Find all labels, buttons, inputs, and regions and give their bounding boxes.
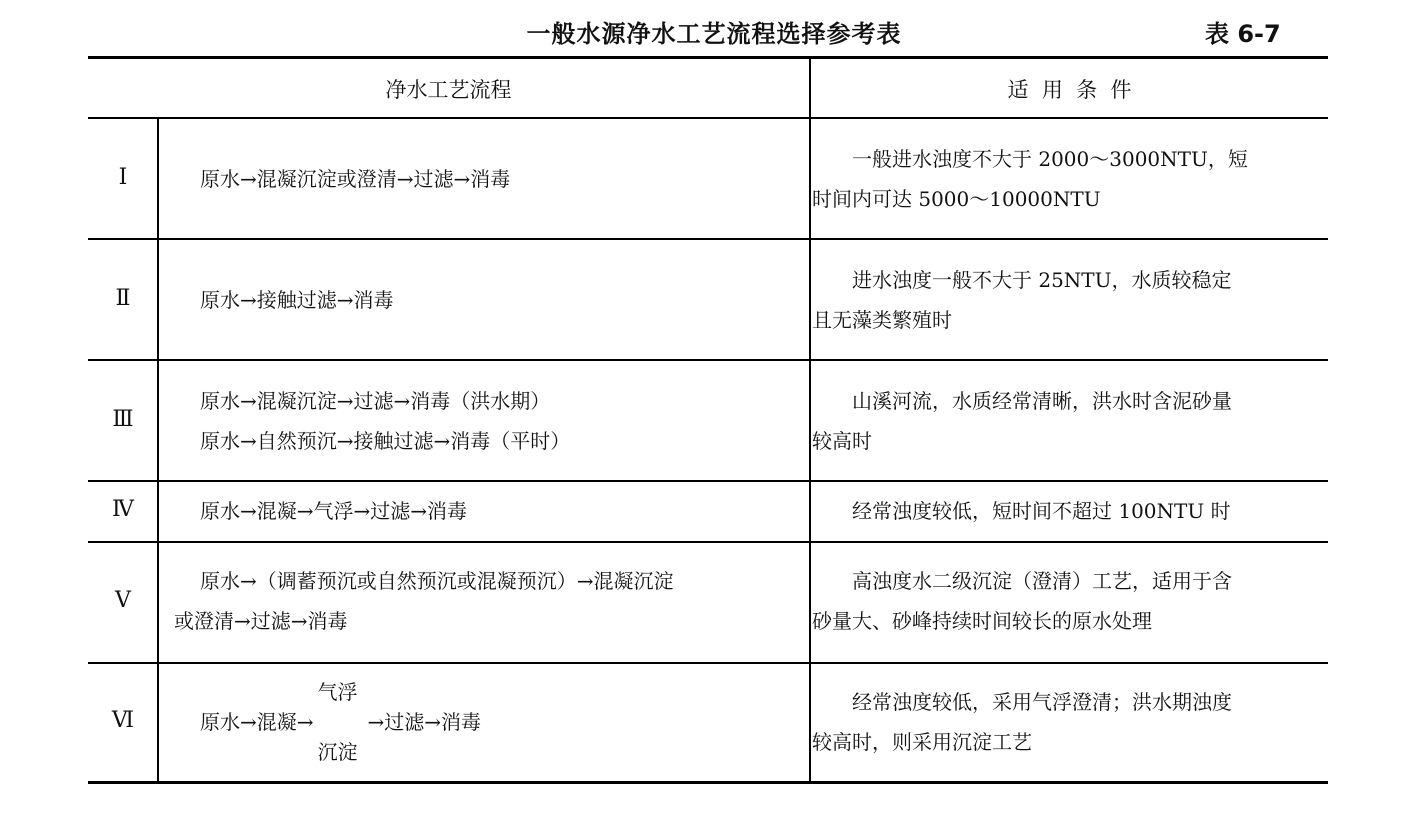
process-cell — [174, 561, 804, 641]
condition-cell — [812, 260, 1317, 340]
header-condition-label: 适 用 条 件 — [1007, 78, 1132, 102]
row-number: Ⅴ — [115, 588, 131, 613]
condition-line: 高浊度水二级沉淀（澄清）工艺，适用于含 — [852, 569, 1232, 593]
process-cell — [158, 381, 798, 461]
condition-line: 时间内可达 5000～10000NTU — [812, 187, 1101, 211]
process-cell — [158, 491, 798, 531]
condition-line: 经常浊度较低，采用气浮澄清；洪水期浊度 — [852, 690, 1232, 714]
condition-cell — [812, 682, 1317, 762]
branch-lower: 沉淀 — [317, 740, 358, 764]
column-divider-main — [809, 57, 811, 782]
process-line: 原水→接触过滤→消毒 — [200, 288, 394, 312]
top-rule — [88, 56, 1328, 59]
process-cell — [158, 280, 798, 320]
row-number: Ⅰ — [118, 165, 128, 190]
condition-line: 经常浊度较低，短时间不超过 100NTU 时 — [852, 499, 1231, 523]
row-number: Ⅲ — [112, 407, 134, 432]
row-divider — [88, 359, 1328, 361]
process-line: 原水→自然预沉→接触过滤→消毒（平时） — [200, 429, 571, 453]
condition-line: 山溪河流，水质经常清晰，洪水时含泥砂量 — [852, 389, 1232, 413]
row-number: Ⅱ — [115, 286, 131, 311]
row-divider — [88, 662, 1328, 664]
process-line: 原水→混凝沉淀→过滤→消毒（洪水期） — [200, 389, 551, 413]
row-number: Ⅵ — [111, 708, 135, 733]
table-number: 表 6-7 — [1205, 20, 1281, 48]
condition-line: 砂量大、砂峰持续时间较长的原水处理 — [812, 609, 1152, 633]
condition-cell — [812, 381, 1317, 461]
row-divider — [88, 541, 1328, 543]
table-title: 一般水源净水工艺流程选择参考表 — [526, 20, 902, 48]
header-rule — [88, 117, 1328, 119]
process-line: 原水→混凝沉淀或澄清→过滤→消毒 — [200, 167, 511, 191]
condition-cell — [812, 491, 1317, 531]
condition-line: 较高时，则采用沉淀工艺 — [812, 730, 1032, 754]
header-condition — [811, 74, 1328, 104]
branch-upper: 气浮 — [317, 680, 358, 704]
condition-line: 进水浊度一般不大于 25NTU，水质较稳定 — [852, 268, 1232, 292]
branch-stack — [314, 680, 368, 764]
process-line: 原水→（调蓄预沉或自然预沉或混凝预沉）→混凝沉淀 — [200, 569, 674, 593]
process-line: 原水→混凝→气浮→过滤→消毒 — [200, 499, 468, 523]
row-divider — [88, 238, 1328, 240]
condition-line: 一般进水浊度不大于 2000～3000NTU，短 — [852, 147, 1248, 171]
bottom-rule — [88, 781, 1328, 784]
process-line: 或澄清→过滤→消毒 — [174, 609, 348, 633]
row-divider — [88, 480, 1328, 482]
process-pre: 原水→混凝→ — [200, 710, 314, 734]
process-post: →过滤→消毒 — [367, 710, 482, 734]
process-cell — [158, 680, 798, 764]
condition-line: 且无藻类繁殖时 — [812, 308, 952, 332]
condition-cell — [812, 139, 1317, 219]
condition-line: 较高时 — [812, 429, 872, 453]
row-number: Ⅳ — [112, 497, 134, 522]
condition-cell — [812, 561, 1317, 641]
header-process: 净水工艺流程 — [385, 78, 512, 102]
process-cell — [158, 159, 798, 199]
process-line-branch — [158, 680, 798, 764]
